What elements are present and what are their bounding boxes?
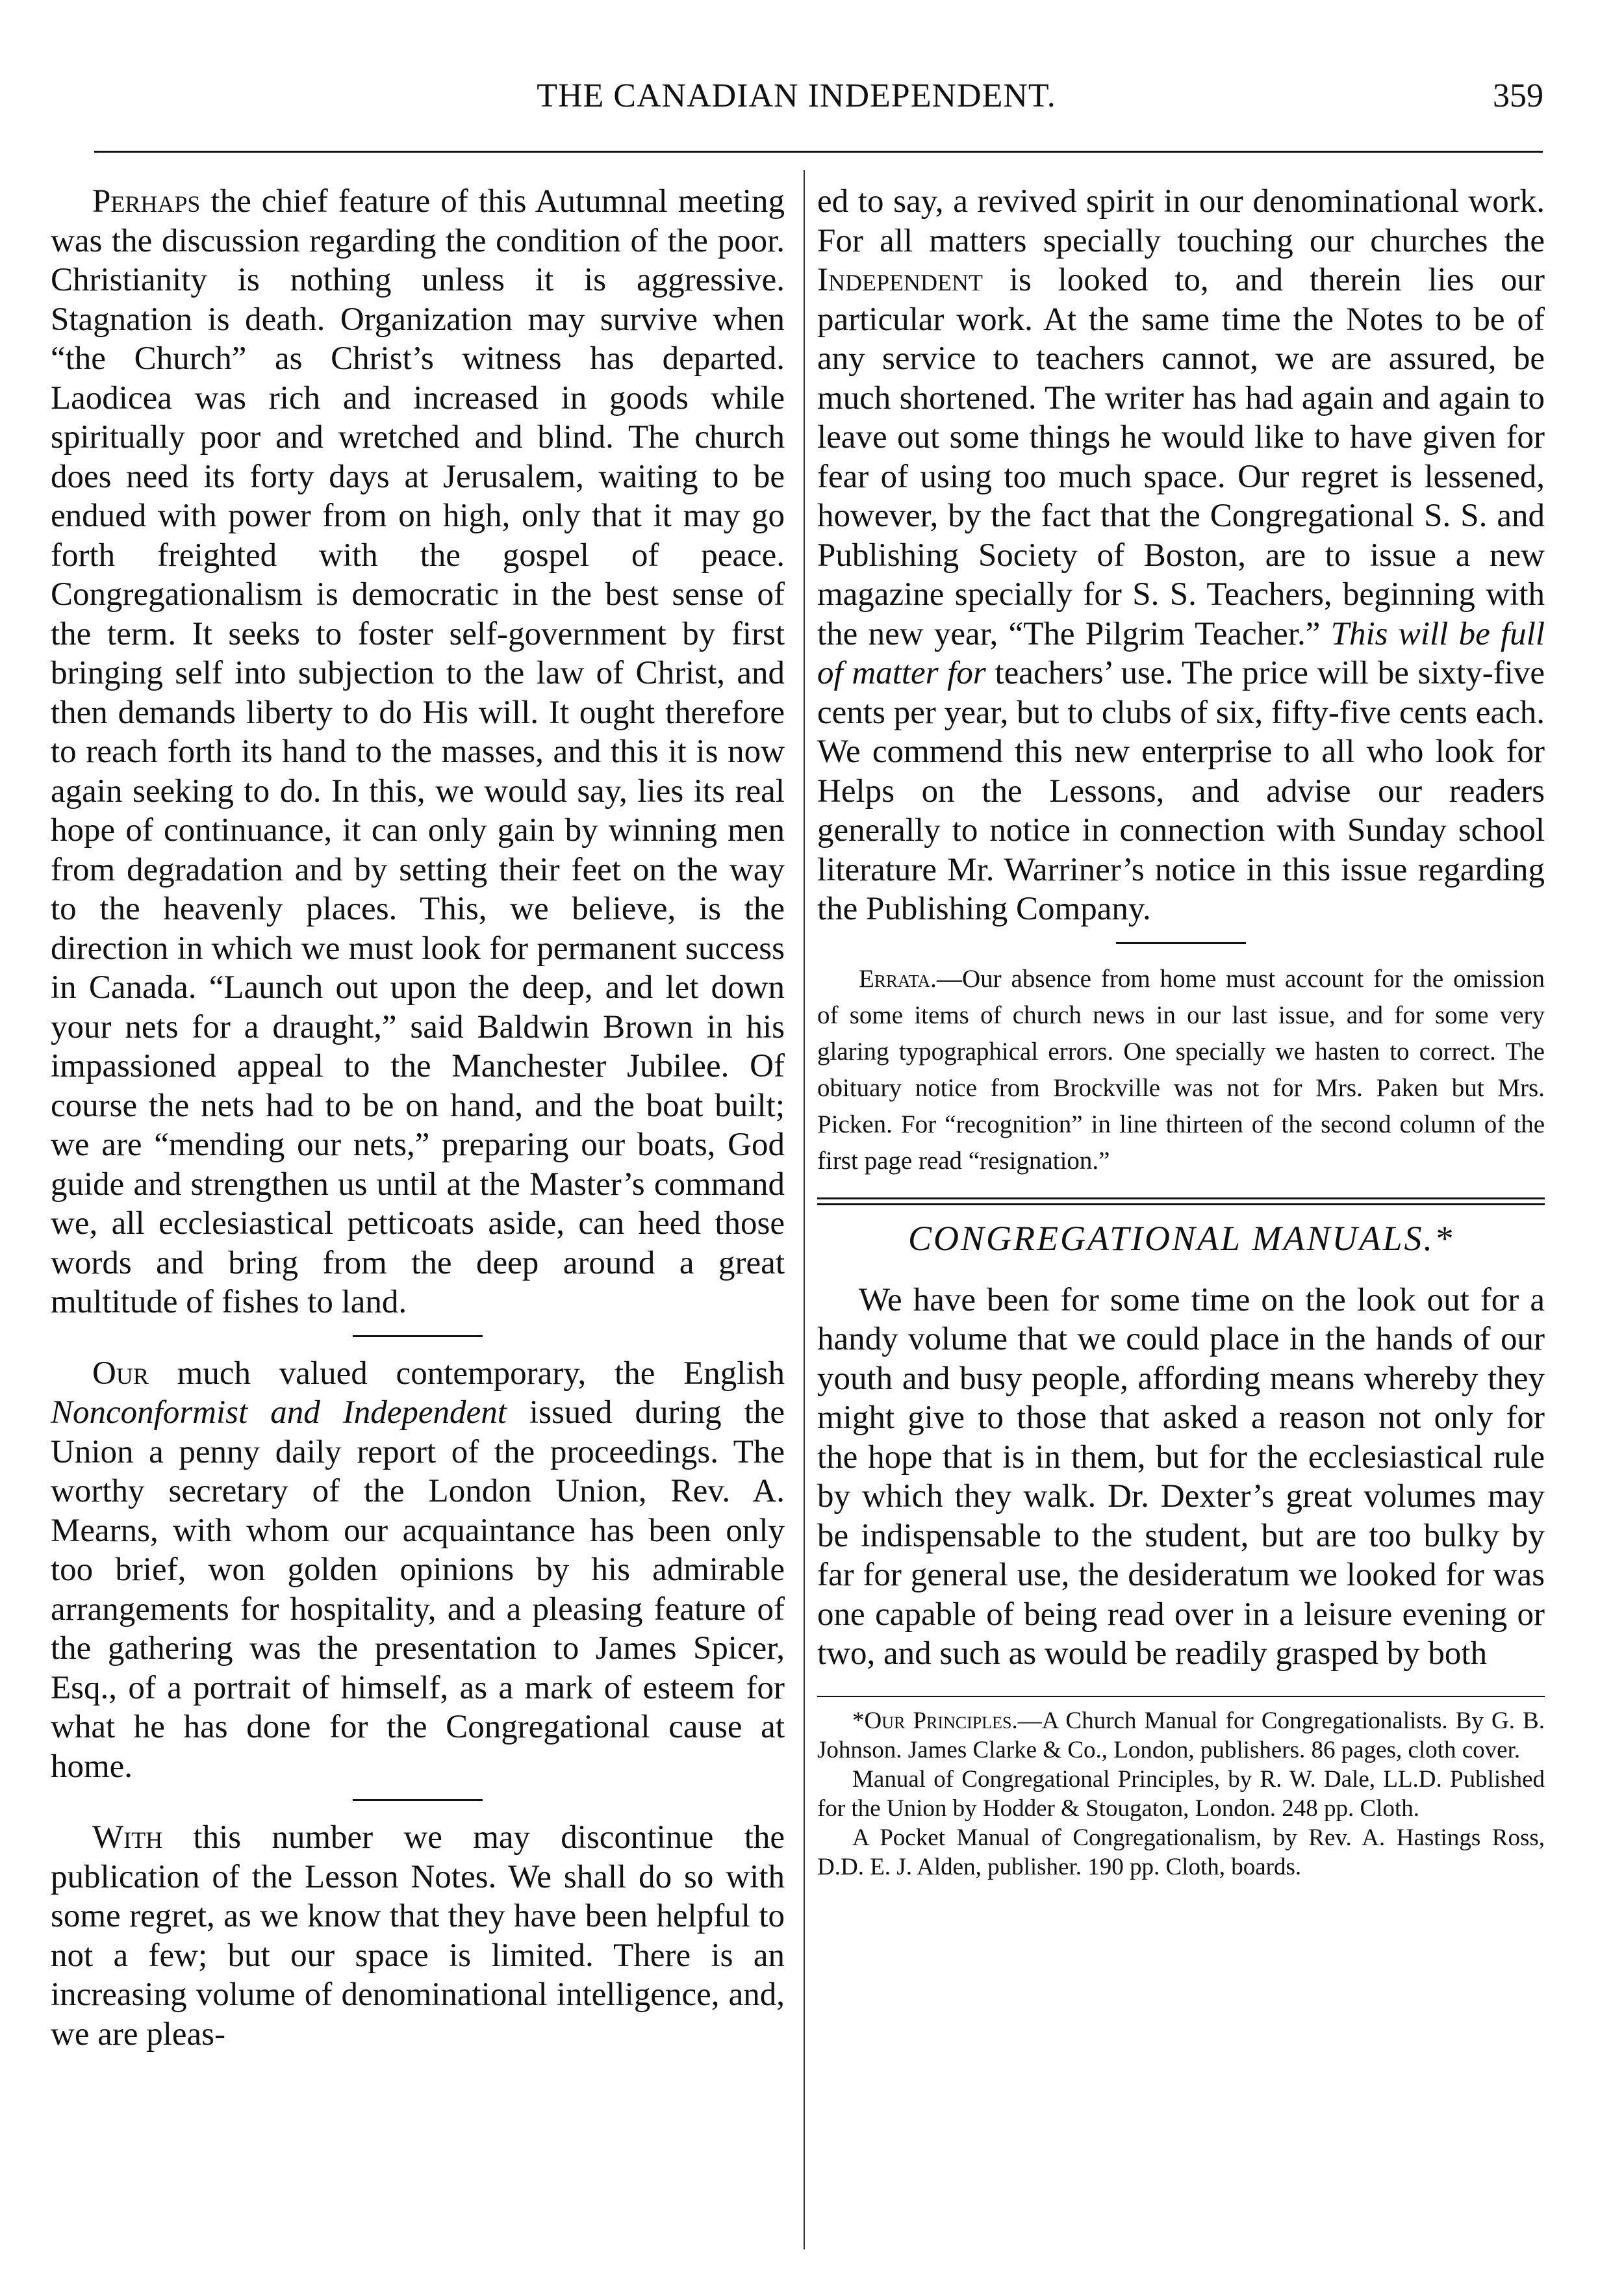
autumnal-meeting-paragraph [51, 182, 785, 1322]
header-rule [94, 151, 1543, 153]
errata-notice [817, 961, 1545, 1179]
paragraph-text: teachers’ use. The price will be sixty-five cents per year, but to clubs of six, fifty-five cents each. We commend this new enterprise to all who look for Helps on the Lessons, and advise our readers generally to notice in connection with Sunday school literature Mr. Warriner’s notice in this issue regarding the Publishing Company. [817, 655, 1545, 927]
footnote: A Pocket Manual of Congregationalism, by Rev. A. Hastings Ross, D.D. E. J. Alden, publisher. 190 pp. Cloth, boards. [817, 1824, 1545, 1880]
paragraph-text: the chief feature of this Autumnal meeting was the discussion regarding the condition of the poor. Christianity is nothing unless it is aggressive. Stagnation is death. Organization may survive when “the Church” as Christ’s witness has departed. Laodicea was rich and increased in goods while spiritually poor and wretched and blind. The church does need its forty days at Jerusalem, waiting to be endued with power from on high, only that it may go forth freighted with the gospel of peace. Congregationalism is democratic in the best sense of the term. It seeks to foster self-government by first bringing self into subjection to the law of Christ, and then demands liberty to do His will. It ought therefore to reach forth its hand to the masses, and this it is now again seeking to do. In this, we would say, lies its real hope of continuance, it can only gain by winning men from degradation and by setting their feet on the way to the heavenly places. This, we believe, is the direction in which we must look for permanent success in Canada. “Launch out upon the deep, and let down your nets for a draught,” said Baldwin Brown in his impassioned appeal to the Manchester Jubilee. Of course the nets had to be on hand, and the boat built; we are “mending our nets,” preparing our boats, God guide and strengthen us until at the Master’s command we, all ecclesiastical petticoats aside, can heed those words and bring from the deep around a great multitude of fishes to land. [51, 183, 785, 1320]
italic-phrase: This will be full of matter for [817, 615, 1545, 691]
paragraph-text: much valued contemporary, the English [148, 1355, 785, 1392]
publication-title: Nonconformist and Independent [51, 1394, 507, 1431]
manuals-paragraph: We have been for some time on the look out for a handy volume that we could place in the hands of our youth and busy people, affording means whereby they might give to those that asked a reason not only for the hope that is in them, but for the ecclesiastical rule by which they walk. Dr. Dexter’s great volumes may be indispensable to the student, but are too bulky by far for general use, the desideratum we looked for was one capable of being read over in a leisure evening or two, and such as would be readily grasped by both [817, 1281, 1545, 1672]
section-heading: CONGREGATIONAL MANUALS.* [907, 1218, 1454, 1258]
journal-title: THE CANADIAN INDEPENDENT. [537, 77, 1056, 114]
footnote-rule [817, 1696, 1545, 1697]
section-separator [1116, 942, 1246, 944]
errata-label: Errata. [859, 964, 937, 993]
left-column [51, 182, 785, 2054]
page-header [49, 77, 1543, 129]
footnote [817, 1706, 1545, 1765]
lesson-notes-paragraph [51, 1818, 785, 2054]
lesson-notes-continuation [817, 182, 1545, 929]
footnote: Manual of Congregational Principles, by R. W. Dale, LL.D. Published for the Union by Hodder & Stougaton, London. 248 pp. Cloth. [817, 1765, 1545, 1822]
column-divider [804, 170, 805, 2249]
paragraph-text: this number we may discontinue the publication of the Lesson Notes. We shall do so with some regret, as we know that they have been helpful to not a few; but our space is limited. There is an increasing volume of denominational intelligence, and, we are pleas- [51, 1819, 785, 2052]
section-separator [353, 1335, 483, 1337]
footnote-lead: *Our Principles. [852, 1707, 1018, 1734]
journal-name: Independent [817, 262, 983, 298]
double-rule [817, 1197, 1545, 1205]
paragraph-lead: Our [92, 1355, 149, 1392]
nonconformist-paragraph [51, 1354, 785, 1787]
paragraph-text: is looked to, and therein lies our particular work. At the same time the Notes to be of any service to teachers cannot, we are assured, be much shortened. The writer has had again and again to leave out some things he would like to have given for fear of using too much space. Our regret is lessened, however, by the fact that the Congregational S. S. and Publishing Society of Boston, are to issue a new magazine specially for S. S. Teachers, beginning with the new year, “The Pilgrim Teacher.” [817, 262, 1545, 652]
page-number: 359 [1493, 77, 1543, 114]
paragraph-text: issued during the Union a penny daily report of the proceedings. The worthy secretary of the London Union, Rev. A. Mearns, with whom our acquaintance has been only too brief, won golden opinions by his admirable arrangements for hospitality, and a pleasing feature of the gathering was the presentation to James Spicer, Esq., of a portrait of himself, as a mark of esteem for what he has done for the Congregational cause at home. [51, 1394, 785, 1785]
footnote-text: —A Church Manual for Congregationalists. By G. B. Johnson. James Clarke & Co., London, publishers. 86 pages, cloth cover. [817, 1707, 1545, 1763]
paragraph-lead: Perhaps [92, 183, 201, 220]
errata-text: —Our absence from home must account for the omission of some items of church news in our last issue, and for some very glaring typographical errors. One specially we hasten to correct. The obituary notice from Brockville was not for Mrs. Paken but Mrs. Picken. For “recognition” in line thirteen of the second column of the first page read “resignation.” [817, 964, 1545, 1175]
paragraph-lead: With [92, 1819, 163, 1856]
paragraph-text: ed to say, a revived spirit in our denominational work. For all matters specially touching our churches the [817, 183, 1545, 259]
section-separator [353, 1799, 483, 1801]
right-column [817, 182, 1545, 1882]
